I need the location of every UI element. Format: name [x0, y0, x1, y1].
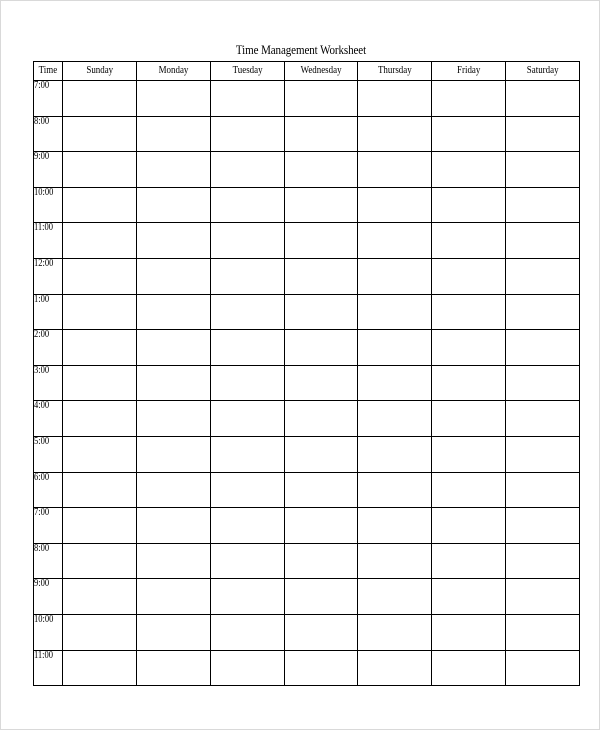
time-cell — [34, 258, 63, 294]
schedule-cell-thursday[interactable] — [358, 152, 432, 188]
schedule-cell-wednesday[interactable] — [284, 650, 358, 686]
column-header-label: Saturday — [526, 65, 559, 76]
column-header-saturday — [506, 62, 580, 81]
schedule-cell-saturday[interactable] — [506, 116, 580, 152]
schedule-cell-sunday[interactable] — [63, 330, 137, 366]
schedule-cell-monday[interactable] — [136, 365, 210, 401]
time-label: 11:00 — [34, 649, 54, 661]
time-label: 8:00 — [34, 542, 50, 554]
schedule-cell-monday[interactable] — [136, 116, 210, 152]
schedule-cell-saturday[interactable] — [506, 401, 580, 437]
schedule-cell-saturday[interactable] — [506, 614, 580, 650]
schedule-cell-sunday[interactable] — [63, 650, 137, 686]
schedule-cell-sunday[interactable] — [63, 223, 137, 259]
column-header-label: Thursday — [377, 65, 412, 76]
time-label: 9:00 — [34, 151, 50, 163]
time-cell — [34, 614, 63, 650]
table-row — [34, 365, 580, 401]
schedule-cell-friday[interactable] — [432, 472, 506, 508]
schedule-cell-friday[interactable] — [432, 614, 506, 650]
time-label: 10:00 — [34, 186, 54, 198]
schedule-cell-friday[interactable] — [432, 650, 506, 686]
schedule-table — [33, 61, 580, 686]
schedule-cell-monday[interactable] — [136, 258, 210, 294]
schedule-cell-thursday[interactable] — [358, 365, 432, 401]
schedule-cell-sunday[interactable] — [63, 81, 137, 117]
schedule-cell-monday[interactable] — [136, 152, 210, 188]
schedule-cell-tuesday[interactable] — [210, 472, 284, 508]
table-row — [34, 116, 580, 152]
time-cell — [34, 365, 63, 401]
table-row — [34, 223, 580, 259]
schedule-cell-monday[interactable] — [136, 508, 210, 544]
time-cell — [34, 81, 63, 117]
schedule-cell-thursday[interactable] — [358, 330, 432, 366]
schedule-cell-saturday[interactable] — [506, 258, 580, 294]
schedule-cell-wednesday[interactable] — [284, 116, 358, 152]
schedule-cell-thursday[interactable] — [358, 401, 432, 437]
column-header-wednesday — [284, 62, 358, 81]
schedule-cell-wednesday[interactable] — [284, 614, 358, 650]
schedule-body — [34, 81, 580, 686]
schedule-cell-friday[interactable] — [432, 152, 506, 188]
schedule-cell-monday[interactable] — [136, 401, 210, 437]
schedule-cell-wednesday[interactable] — [284, 365, 358, 401]
schedule-cell-saturday[interactable] — [506, 472, 580, 508]
time-cell — [34, 330, 63, 366]
schedule-cell-wednesday[interactable] — [284, 579, 358, 615]
table-row — [34, 294, 580, 330]
schedule-cell-wednesday[interactable] — [284, 152, 358, 188]
schedule-cell-sunday[interactable] — [63, 152, 137, 188]
time-label: 4:00 — [34, 400, 50, 412]
schedule-cell-wednesday[interactable] — [284, 187, 358, 223]
schedule-cell-sunday[interactable] — [63, 543, 137, 579]
time-cell — [34, 152, 63, 188]
time-cell — [34, 579, 63, 615]
schedule-cell-wednesday[interactable] — [284, 543, 358, 579]
schedule-cell-wednesday[interactable] — [284, 330, 358, 366]
schedule-cell-saturday[interactable] — [506, 187, 580, 223]
schedule-cell-thursday[interactable] — [358, 258, 432, 294]
schedule-cell-saturday[interactable] — [506, 650, 580, 686]
schedule-cell-wednesday[interactable] — [284, 81, 358, 117]
table-row — [34, 579, 580, 615]
schedule-cell-wednesday[interactable] — [284, 294, 358, 330]
time-label: 10:00 — [34, 613, 54, 625]
schedule-cell-thursday[interactable] — [358, 543, 432, 579]
schedule-cell-saturday[interactable] — [506, 223, 580, 259]
time-cell — [34, 508, 63, 544]
table-row — [34, 187, 580, 223]
schedule-cell-tuesday[interactable] — [210, 152, 284, 188]
column-header-label: Tuesday — [232, 65, 263, 76]
schedule-cell-tuesday[interactable] — [210, 294, 284, 330]
schedule-cell-thursday[interactable] — [358, 81, 432, 117]
schedule-cell-monday[interactable] — [136, 294, 210, 330]
schedule-cell-sunday[interactable] — [63, 294, 137, 330]
time-label: 8:00 — [34, 115, 50, 127]
time-label: 11:00 — [34, 222, 54, 234]
schedule-cell-friday[interactable] — [432, 508, 506, 544]
schedule-cell-sunday[interactable] — [63, 116, 137, 152]
table-row — [34, 543, 580, 579]
schedule-cell-friday[interactable] — [432, 330, 506, 366]
schedule-cell-sunday[interactable] — [63, 614, 137, 650]
schedule-cell-saturday[interactable] — [506, 365, 580, 401]
schedule-cell-monday[interactable] — [136, 650, 210, 686]
time-cell — [34, 401, 63, 437]
schedule-cell-monday[interactable] — [136, 472, 210, 508]
table-row — [34, 401, 580, 437]
schedule-cell-wednesday[interactable] — [284, 401, 358, 437]
time-cell — [34, 472, 63, 508]
schedule-cell-tuesday[interactable] — [210, 579, 284, 615]
table-row — [34, 472, 580, 508]
schedule-cell-sunday[interactable] — [63, 401, 137, 437]
schedule-cell-thursday[interactable] — [358, 116, 432, 152]
schedule-cell-sunday[interactable] — [63, 472, 137, 508]
schedule-cell-monday[interactable] — [136, 187, 210, 223]
table-row — [34, 650, 580, 686]
schedule-cell-wednesday[interactable] — [284, 508, 358, 544]
schedule-cell-friday[interactable] — [432, 258, 506, 294]
column-header-tuesday — [210, 62, 284, 81]
schedule-cell-friday[interactable] — [432, 116, 506, 152]
schedule-cell-friday[interactable] — [432, 294, 506, 330]
schedule-cell-friday[interactable] — [432, 223, 506, 259]
schedule-cell-tuesday[interactable] — [210, 81, 284, 117]
time-label: 7:00 — [34, 507, 50, 519]
schedule-cell-saturday[interactable] — [506, 81, 580, 117]
header-row — [34, 62, 580, 81]
schedule-cell-friday[interactable] — [432, 187, 506, 223]
schedule-cell-saturday[interactable] — [506, 579, 580, 615]
time-cell — [34, 294, 63, 330]
time-cell — [34, 436, 63, 472]
schedule-cell-tuesday[interactable] — [210, 116, 284, 152]
schedule-cell-saturday[interactable] — [506, 436, 580, 472]
table-row — [34, 152, 580, 188]
schedule-cell-thursday[interactable] — [358, 472, 432, 508]
schedule-cell-sunday[interactable] — [63, 258, 137, 294]
table-row — [34, 81, 580, 117]
schedule-cell-saturday[interactable] — [506, 152, 580, 188]
schedule-cell-tuesday[interactable] — [210, 543, 284, 579]
column-header-label: Friday — [456, 65, 481, 76]
schedule-cell-saturday[interactable] — [506, 543, 580, 579]
schedule-cell-saturday[interactable] — [506, 508, 580, 544]
schedule-cell-tuesday[interactable] — [210, 650, 284, 686]
schedule-cell-tuesday[interactable] — [210, 508, 284, 544]
schedule-cell-sunday[interactable] — [63, 436, 137, 472]
time-label: 12:00 — [34, 257, 54, 269]
time-label: 6:00 — [34, 471, 50, 483]
schedule-cell-sunday[interactable] — [63, 508, 137, 544]
column-header-label: Sunday — [86, 65, 113, 76]
time-label: 3:00 — [34, 364, 50, 376]
schedule-cell-monday[interactable] — [136, 223, 210, 259]
table-row — [34, 508, 580, 544]
time-cell — [34, 223, 63, 259]
schedule-cell-tuesday[interactable] — [210, 258, 284, 294]
schedule-cell-monday[interactable] — [136, 614, 210, 650]
table-row — [34, 436, 580, 472]
schedule-cell-monday[interactable] — [136, 81, 210, 117]
schedule-cell-friday[interactable] — [432, 543, 506, 579]
time-cell — [34, 116, 63, 152]
time-label: 9:00 — [34, 578, 50, 590]
schedule-cell-tuesday[interactable] — [210, 436, 284, 472]
schedule-cell-wednesday[interactable] — [284, 436, 358, 472]
column-header-time — [34, 62, 63, 81]
schedule-cell-friday[interactable] — [432, 401, 506, 437]
time-label: 2:00 — [34, 329, 50, 341]
schedule-cell-monday[interactable] — [136, 436, 210, 472]
schedule-cell-friday[interactable] — [432, 436, 506, 472]
schedule-cell-thursday[interactable] — [358, 436, 432, 472]
schedule-cell-sunday[interactable] — [63, 579, 137, 615]
table-row — [34, 614, 580, 650]
time-cell — [34, 543, 63, 579]
time-label: 5:00 — [34, 435, 50, 447]
schedule-cell-friday[interactable] — [432, 365, 506, 401]
schedule-cell-monday[interactable] — [136, 579, 210, 615]
schedule-cell-thursday[interactable] — [358, 579, 432, 615]
schedule-cell-thursday[interactable] — [358, 508, 432, 544]
time-cell — [34, 650, 63, 686]
schedule-cell-thursday[interactable] — [358, 187, 432, 223]
schedule-cell-monday[interactable] — [136, 330, 210, 366]
schedule-cell-monday[interactable] — [136, 543, 210, 579]
schedule-cell-wednesday[interactable] — [284, 472, 358, 508]
column-header-friday — [432, 62, 506, 81]
schedule-cell-thursday[interactable] — [358, 223, 432, 259]
time-label: 1:00 — [34, 293, 50, 305]
schedule-cell-tuesday[interactable] — [210, 187, 284, 223]
schedule-cell-wednesday[interactable] — [284, 258, 358, 294]
schedule-cell-saturday[interactable] — [506, 330, 580, 366]
schedule-cell-tuesday[interactable] — [210, 614, 284, 650]
schedule-cell-tuesday[interactable] — [210, 401, 284, 437]
schedule-cell-tuesday[interactable] — [210, 223, 284, 259]
schedule-cell-saturday[interactable] — [506, 294, 580, 330]
worksheet-title: Time Management Worksheet — [235, 43, 367, 57]
schedule-cell-sunday[interactable] — [63, 365, 137, 401]
schedule-cell-thursday[interactable] — [358, 650, 432, 686]
column-header-monday — [136, 62, 210, 81]
column-header-label: Monday — [158, 65, 189, 76]
column-header-sunday — [63, 62, 137, 81]
schedule-cell-sunday[interactable] — [63, 187, 137, 223]
column-header-thursday — [358, 62, 432, 81]
schedule-cell-tuesday[interactable] — [210, 365, 284, 401]
schedule-cell-friday[interactable] — [432, 81, 506, 117]
schedule-cell-wednesday[interactable] — [284, 223, 358, 259]
schedule-cell-friday[interactable] — [432, 579, 506, 615]
time-label: 7:00 — [34, 80, 50, 91]
table-row — [34, 258, 580, 294]
schedule-cell-thursday[interactable] — [358, 294, 432, 330]
column-header-label: Wednesday — [300, 65, 342, 76]
time-cell — [34, 187, 63, 223]
table-row — [34, 330, 580, 366]
schedule-cell-thursday[interactable] — [358, 614, 432, 650]
schedule-cell-tuesday[interactable] — [210, 330, 284, 366]
column-header-label: Time — [38, 65, 58, 76]
